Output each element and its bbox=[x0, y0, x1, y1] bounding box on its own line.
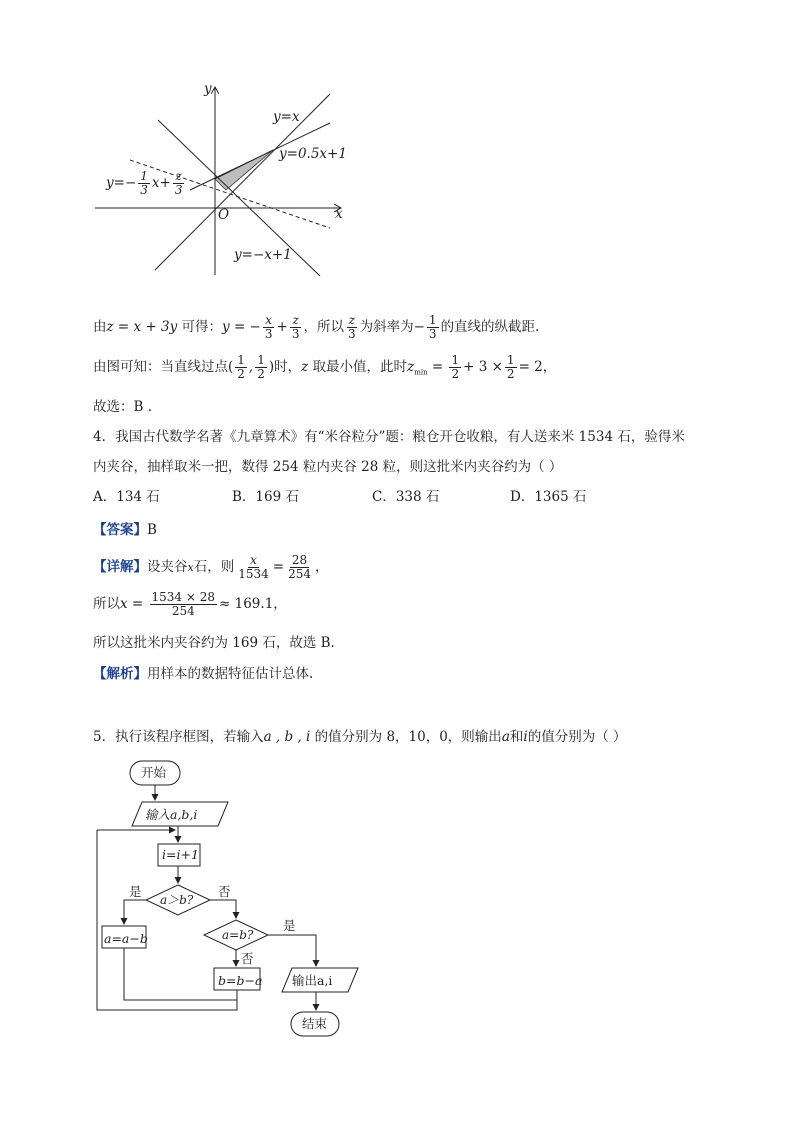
label-y-neg-x: y=−x+1 bbox=[234, 247, 292, 263]
dashed-frac-2: $\frac{z}{3}$ bbox=[174, 169, 183, 197]
flow-no1-label: 否 bbox=[218, 884, 231, 899]
q4-line-2: 内夹谷，抽样取米一把，数得 254 粒内夹谷 28 粒，则这批米内夹谷约为（ ） bbox=[93, 459, 563, 475]
flow-assign-a-label: a=a−b bbox=[104, 931, 148, 946]
q4-line-1: 4．我国古代数学名著《九章算术》有“米谷粒分”题：粮仓开仓收粮，有人送来米 1534 石，验得米 bbox=[93, 429, 685, 445]
solution-line-2: 由图可知：当直线过点( $\frac{1}{2}$ , $\frac{1}{2}$ )时，z 取最小值，此时$z_{min}$ = $\frac{1}{2}$ + 3 × $\frac{1}{2}$ = 2， bbox=[93, 353, 557, 381]
flow-assign-b-label: b=b−a bbox=[218, 973, 263, 988]
q4-option-a: A．134 石 bbox=[93, 489, 160, 505]
flow-output-label: 输出a,i bbox=[292, 973, 333, 988]
q4-answer: 【答案】B bbox=[93, 522, 157, 538]
solution-line-1: 由z = x + 3y 可得：y = − $\frac{x}{3}$ + $\frac{z}{3}$ ，所以 $\frac{z}{3}$ 为斜率为− $\frac{1}{3}$ 的直线的纵截距. bbox=[93, 313, 540, 341]
flow-no2-label: 否 bbox=[241, 951, 254, 966]
q4-analysis: 【解析】用样本的数据特征估计总体. bbox=[93, 666, 314, 682]
label-y-equals-x: y=x bbox=[273, 109, 300, 125]
flow-cond2-label: a=b? bbox=[222, 928, 254, 942]
q5-question: 5．执行该程序框图，若输入a , b , i 的值分别为 8，10，0，则输出a和i的值分别为（ ） bbox=[93, 729, 627, 745]
graph-x-label: x bbox=[335, 206, 343, 222]
flow-start-label: 开始 bbox=[141, 765, 167, 780]
label-y-half-x: y=0.5x+1 bbox=[279, 146, 347, 162]
q4-so: 所以x = $\frac{1534 \times 28}{254}$ ≈ 169.1， bbox=[93, 590, 287, 618]
flow-yes1-label: 是 bbox=[129, 884, 142, 899]
dashed-label-mid: x+ bbox=[151, 175, 171, 191]
detail-tag: 【详解】 bbox=[93, 559, 147, 575]
dashed-label-prefix: y=− bbox=[106, 175, 137, 191]
analysis-tag: 【解析】 bbox=[93, 666, 147, 682]
graph-y-label: y bbox=[204, 81, 212, 97]
solution-line-3: 故选：B . bbox=[93, 399, 153, 415]
q4-detail: 【详解】设夹谷x石，则 $\frac{x}{1534}$ = $\frac{28}{254}$ ， bbox=[93, 553, 329, 581]
feasible-region bbox=[215, 150, 273, 190]
dashed-frac-1: $\frac{1}{3}$ bbox=[140, 169, 148, 197]
q4-option-d: D．1365 石 bbox=[510, 489, 587, 505]
q4-option-c: C．338 石 bbox=[372, 489, 440, 505]
flow-increment-label: i=i+1 bbox=[162, 847, 199, 862]
flow-input-label: 输入a,b,i bbox=[145, 807, 198, 822]
graph-origin-label: O bbox=[218, 207, 230, 223]
answer-tag: 【答案】 bbox=[93, 522, 147, 538]
q4-conclusion: 所以这批米内夹谷约为 169 石，故选 B. bbox=[93, 635, 335, 651]
flow-cond1-label: a＞b? bbox=[160, 893, 194, 907]
flow-end-label: 结束 bbox=[302, 1016, 328, 1031]
label-dashed-line bbox=[106, 170, 186, 197]
flow-yes2-label: 是 bbox=[283, 918, 296, 933]
q4-option-b: B．169 石 bbox=[232, 489, 299, 505]
